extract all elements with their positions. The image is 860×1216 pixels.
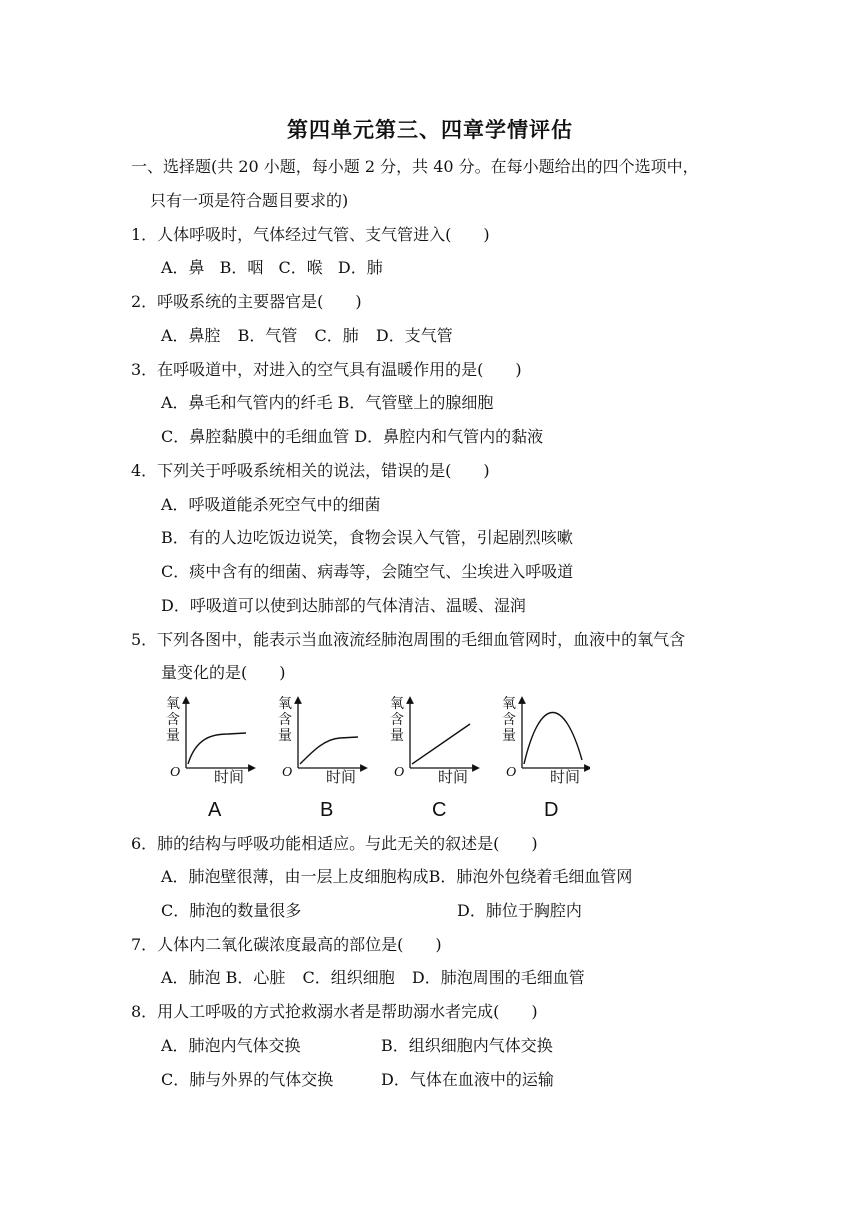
page-title: 第四单元第三、四章学情评估 [287,117,573,142]
q3-option-d[interactable]: D．鼻腔内和气管内的黏液 [354,427,544,446]
q7-option-a[interactable]: A．肺泡 [161,968,221,987]
graph-c [390,696,476,821]
question-8-options-row2 [161,1070,554,1090]
graph-x-label: 时间 [550,768,581,786]
question-6-options-row1 [161,867,632,887]
oxygen-graphs [160,694,590,824]
question-6-stem: 6．肺的结构与呼吸功能相适应。与此无关的叙述是( ) [131,834,538,853]
q8-option-c[interactable]: C．肺与外界的气体交换 [161,1070,334,1089]
q7-option-b[interactable]: B．心脏 [225,968,286,987]
question-8-stem: 8．用人工呼吸的方式抢救溺水者是帮助溺水者完成( ) [131,1002,538,1021]
q1-option-c[interactable]: C．喉 [278,258,323,277]
q1-option-a[interactable]: A．鼻 [161,258,205,277]
q2-option-b[interactable]: B．气管 [237,326,298,345]
question-3-stem: 3．在呼吸道中，对进入的空气具有温暖作用的是( ) [131,360,522,379]
graph-curve [524,712,582,764]
q4-option-d[interactable]: D．呼吸道可以使到达肺部的气体清洁、温暖、湿润 [161,596,526,615]
q6-option-d[interactable]: D．肺位于胸腔内 [457,901,582,920]
q3-option-a[interactable]: A．鼻毛和气管内的纤毛 [161,393,333,412]
graph-b [278,696,364,821]
question-4-stem: 4．下列关于呼吸系统相关的说法，错误的是( ) [131,461,490,480]
graph-origin-label: O [282,765,293,780]
question-1-stem: 1．人体呼吸时，气体经过气管、支气管进入( ) [131,225,490,244]
q1-option-d[interactable]: D．肺 [337,258,383,277]
graph-x-label: 时间 [326,768,357,786]
q7-option-d[interactable]: D．肺泡周围的毛细血管 [411,968,585,987]
graph-y-label: 含 [278,712,292,728]
graph-y-label: 量 [278,728,292,744]
q8-option-d[interactable]: D．气体在血液中的运输 [381,1070,554,1089]
graph-y-label: 氧 [166,696,180,712]
question-7-options [161,968,585,988]
graph-y-label: 氧 [502,696,516,712]
q4-option-a[interactable]: A．呼吸道能杀死空气中的细菌 [161,495,381,514]
question-2-options [161,326,453,346]
question-3-options-row1 [161,393,493,413]
question-5-stem: 5．下列各图中，能表示当血液流经肺泡周围的毛细血管网时，血液中的氧气含 [131,630,686,649]
q4-option-b[interactable]: B．有的人边吃饭边说笑，食物会误入气管，引起剧烈咳嗽 [161,528,573,547]
graph-origin-label: O [170,765,181,780]
graph-letter: C [432,799,447,821]
graph-y-label: 含 [502,712,516,728]
section-heading-line1: 一、选择题(共 20 小题，每小题 2 分，共 40 分。在每小题给出的四个选项中， [131,157,699,176]
q8-option-a[interactable]: A．肺泡内气体交换 [161,1036,301,1055]
graph-y-label: 量 [502,728,516,744]
graph-origin-label: O [394,765,405,780]
question-8-options-row1 [161,1036,553,1056]
question-2-stem: 2．呼吸系统的主要器官是( ) [131,292,362,311]
graph-x-label: 时间 [438,768,469,786]
q8-option-b[interactable]: B．组织细胞内气体交换 [381,1036,553,1055]
graph-letter: D [544,799,559,821]
graph-y-label: 氧 [278,696,292,712]
graph-a [166,696,252,821]
graph-y-label: 氧 [390,696,404,712]
q6-option-a[interactable]: A．肺泡壁很薄，由一层上皮细胞构成 [161,867,429,886]
section-heading-line2: 只有一项是符合题目要求的) [150,191,349,210]
graph-x-label: 时间 [214,768,245,786]
question-3-options-row2 [161,427,543,447]
question-7-stem: 7．人体内二氧化碳浓度最高的部位是( ) [131,935,442,954]
graph-y-label: 量 [390,728,404,744]
graph-letter: A [208,799,222,821]
question-1-options [161,258,383,278]
graph-y-label: 量 [166,728,180,744]
graph-curve [188,733,246,764]
question-6-options-row2 [161,901,582,921]
q6-option-b[interactable]: B．肺泡外包绕着毛细血管网 [428,867,633,886]
graph-y-label: 含 [166,712,180,728]
q6-option-c[interactable]: C．肺泡的数量很多 [161,901,302,920]
question-5-stem-cont: 量变化的是( ) [161,663,286,682]
q2-option-c[interactable]: C．肺 [314,326,359,345]
q3-option-b[interactable]: B．气管壁上的腺细胞 [337,393,494,412]
q2-option-d[interactable]: D．支气管 [375,326,453,345]
graph-curve [412,724,470,764]
q4-option-c[interactable]: C．痰中含有的细菌、病毒等，会随空气、尘埃进入呼吸道 [161,562,574,581]
q1-option-b[interactable]: B．咽 [219,258,264,277]
q7-option-c[interactable]: C．组织细胞 [302,968,395,987]
graph-d [502,696,588,821]
q2-option-a[interactable]: A．鼻腔 [161,326,221,345]
graph-letter: B [320,799,334,821]
q3-option-c[interactable]: C．鼻腔黏膜中的毛细血管 [161,427,350,446]
graph-curve [300,737,358,764]
graph-y-label: 含 [390,712,404,728]
graph-origin-label: O [506,765,517,780]
